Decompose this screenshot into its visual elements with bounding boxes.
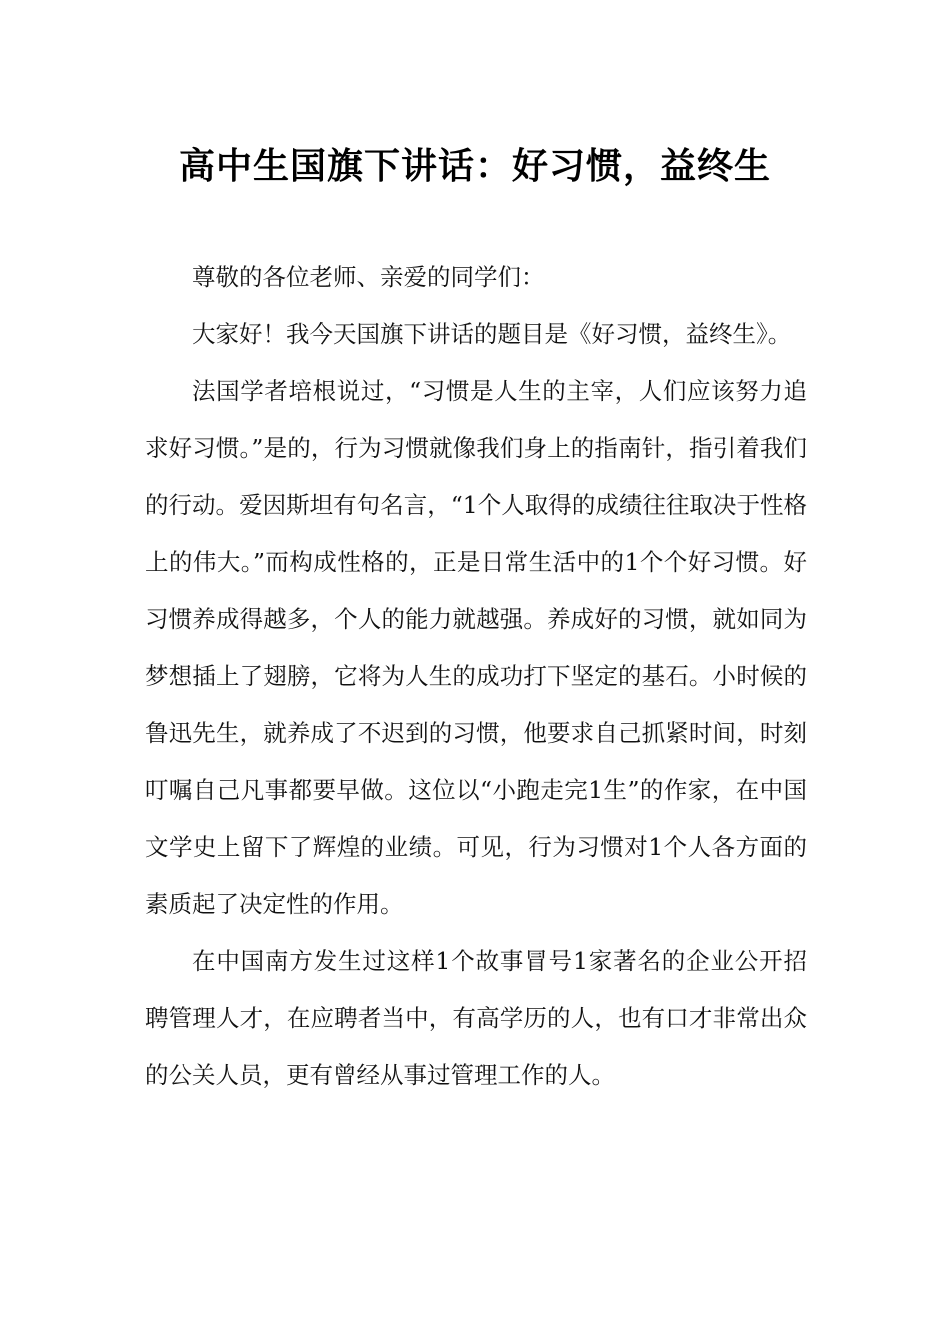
document-title: 高中生国旗下讲话：好习惯，益终生 — [178, 145, 771, 188]
paragraph-greeting: 大家好！我今天国旗下讲话的题目是《好习惯，益终生》。 — [192, 320, 792, 348]
paragraph-habits: 法国学者培根说过，“习惯是人生的主宰，人们应该努力追求好习惯。”是的，行为习惯就像我们身上的指南针，指引着我们的行动。爱因斯坦有句名言，“1个人取得的成绩往往取决于性格上的伟大。”而构成性格的，正是日常生活中的1个个好习惯。好习惯养成得越多，个人的能力就越强。养成好的习惯，就如同为梦想插上了翅膀，它将为人生的成功打下坚定的基石。小时候的鲁迅先生，就养成了不迟到的习惯，他要求自己抓紧时间，时刻叮嘱自己凡事都要早做。这位以“小跑走完1生”的作家，在中国文学史上留下了辉煌的业绩。可见，行为习惯对1个人各方面的素质起了决定性的作用。 — [145, 377, 807, 918]
document-body — [145, 249, 807, 1104]
paragraph-story: 在中国南方发生过这样1个故事冒号1家著名的企业公开招聘管理人才，在应聘者当中，有高学历的人，也有口才非常出众的公关人员，更有曾经从事过管理工作的人。 — [145, 947, 807, 1089]
paragraph-salutation: 尊敬的各位老师、亲爱的同学们： — [192, 263, 545, 291]
